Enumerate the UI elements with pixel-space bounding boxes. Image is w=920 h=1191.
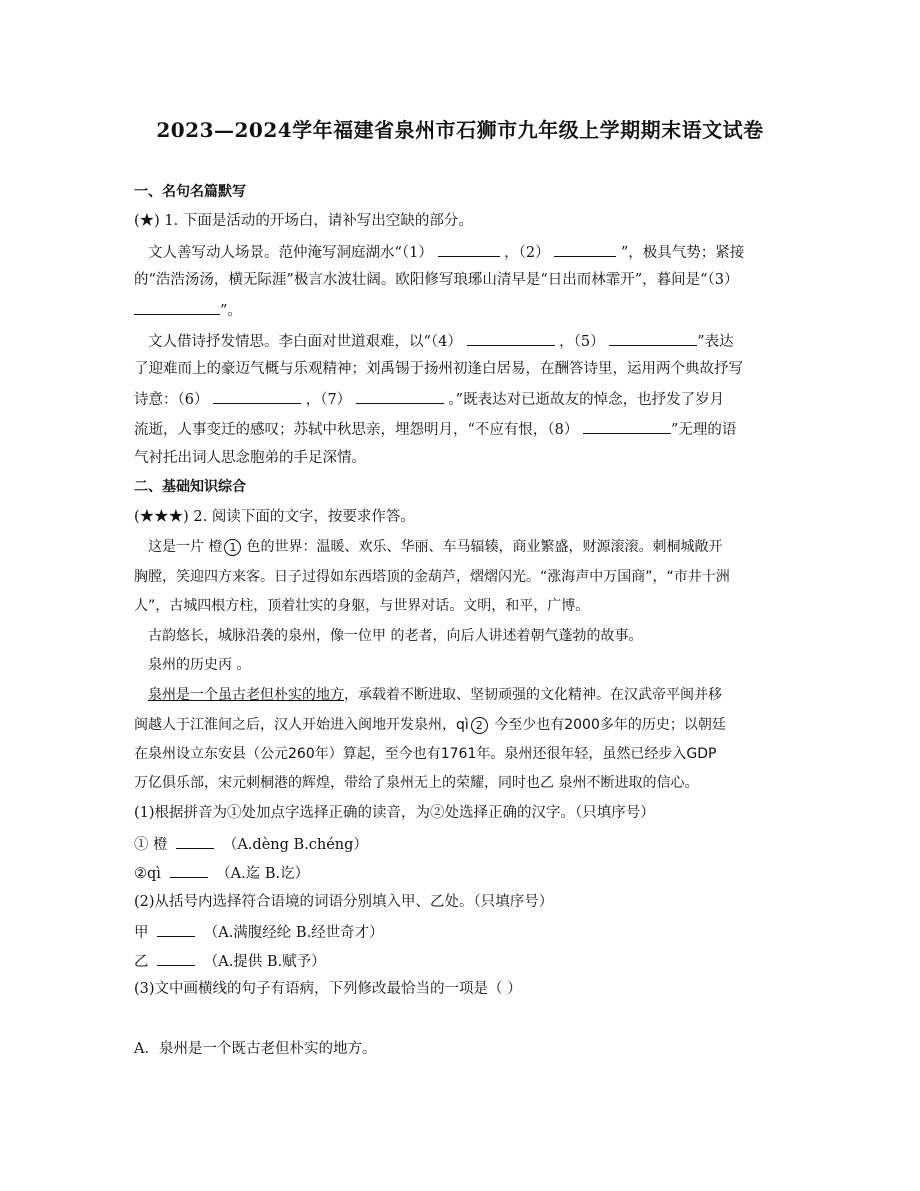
answer-blank-jia[interactable] (157, 921, 195, 937)
sub-question-1-b: ②qì （A.迄 B.讫） (134, 862, 309, 884)
blank-1[interactable] (438, 241, 500, 257)
blank-2[interactable] (554, 241, 616, 257)
paragraph-1-line-2: 的“浩浩汤汤，横无际涯”极言水波壮阔。欧阳修写琅琊山清早是“日出而林霏开”，暮间是“（3） (134, 272, 739, 288)
text-line-6: 泉州是一个虽古老但朴实的地方，承载着不断进取、坚韧顽强的文化精神。在汉武帝平闽并移 (148, 687, 722, 703)
text-line-4: 古韵悠长，城脉沿袭的泉州，像一位甲 的老者，向后人讲述着朝气蓬勃的故事。 (148, 628, 643, 644)
sub-question-2-b: 乙 （A.提供 B.赋予） (134, 950, 326, 972)
paragraph-2-line-5: 气衬托出词人思念胞弟的手足深情。 (134, 450, 366, 466)
option-a[interactable]: A．泉州是一个既古老但朴实的地方。 (134, 1041, 377, 1057)
paragraph-2-line-4: 流逝，人事变迁的感叹；苏轼中秋思亲，埋怨明月，“不应有恨，（8） ”无理的语 (134, 418, 736, 440)
text-line-8: 在泉州设立东安县（公元260年）算起，至今也有1761年。泉州还很年轻，虽然已经步入GDP (134, 746, 717, 762)
text-line-5: 泉州的历史丙 。 (148, 657, 251, 673)
question-1-prompt: (★) 1. 下面是活动的开场白，请补写出空缺的部分。 (134, 213, 473, 229)
text-line-1: 这是一片 橙 1 色的世界：温暖、欢乐、华丽、车马辐辏，商业繁盛，财源滚滚。刺桐城敞开 (148, 539, 723, 555)
paragraph-1-line-3: ”。 (134, 299, 242, 321)
text-line-3: 人”，古城四根方柱，顶着壮实的身躯，与世界对话。文明，和平，广博。 (134, 598, 590, 614)
blank-7[interactable] (356, 388, 444, 404)
circle-marker-1: 1 (224, 539, 241, 556)
answer-blank-2[interactable] (170, 862, 208, 878)
underlined-sentence: 泉州是一个虽古老但朴实的地方 (148, 687, 344, 703)
sub-question-1-a: ① 橙 （A.dèng B.chéng） (134, 833, 368, 855)
blank-8[interactable] (583, 418, 671, 434)
paragraph-2-line-1: 文人借诗抒发情思。李白面对世道艰难，以“（4） ，（5） ”表达 (148, 330, 734, 352)
sub-question-1: (1)根据拼音为①处加点字选择正确的读音，为②处选择正确的汉字。（只填序号） (134, 805, 655, 821)
sub-question-3: (3)文中画横线的句子有语病，下列修改最恰当的一项是（ ） (134, 981, 522, 997)
paragraph-1-line-1: 文人善写动人场景。范仲淹写洞庭湖水“（1） ，（2） ”，极具气势；紧接 (148, 241, 744, 263)
blank-5[interactable] (609, 330, 697, 346)
paragraph-2-line-2: 了迎难而上的豪迈气概与乐观精神；刘禹锡于扬州初逢白居易，在酬答诗里，运用两个典故抒写 (134, 361, 743, 377)
blank-6[interactable] (213, 388, 301, 404)
circle-marker-2: 2 (471, 717, 488, 734)
section-heading-1: 一、名句名篇默写 (134, 184, 246, 200)
sub-question-2: (2)从括号内选择符合语境的词语分别填入甲、乙处。（只填序号） (134, 894, 554, 910)
sub-question-2-a: 甲 （A.满腹经纶 B.经世奇才） (134, 921, 384, 943)
text-line-9: 万亿俱乐部，宋元刺桐港的辉煌，带给了泉州无上的荣耀，同时也乙 泉州不断进取的信心。 (134, 775, 699, 791)
blank-4[interactable] (467, 330, 555, 346)
exam-title: 2023—2024学年福建省泉州市石狮市九年级上学期期末语文试卷 (156, 118, 764, 142)
section-heading-2: 二、基础知识综合 (134, 479, 246, 495)
blank-3[interactable] (134, 299, 220, 315)
answer-blank-yi[interactable] (157, 950, 195, 966)
paragraph-2-line-3: 诗意：（6） ，（7） 。”既表达对已逝故友的悼念，也抒发了岁月 (134, 388, 724, 410)
question-2-prompt: (★★★) 2. 阅读下面的文字，按要求作答。 (134, 509, 415, 525)
text-line-7: 闽越人于江淮间之后，汉人开始进入闽地开发泉州，qì 2 今至少也有2000多年的历史；以朝廷 (134, 717, 726, 733)
text-line-2: 胸膛，笑迎四方来客。日子过得如东西塔顶的金葫芦，熠熠闪光。“涨海声中万国商”，“市井十洲 (134, 569, 730, 585)
answer-blank-1[interactable] (176, 833, 214, 849)
